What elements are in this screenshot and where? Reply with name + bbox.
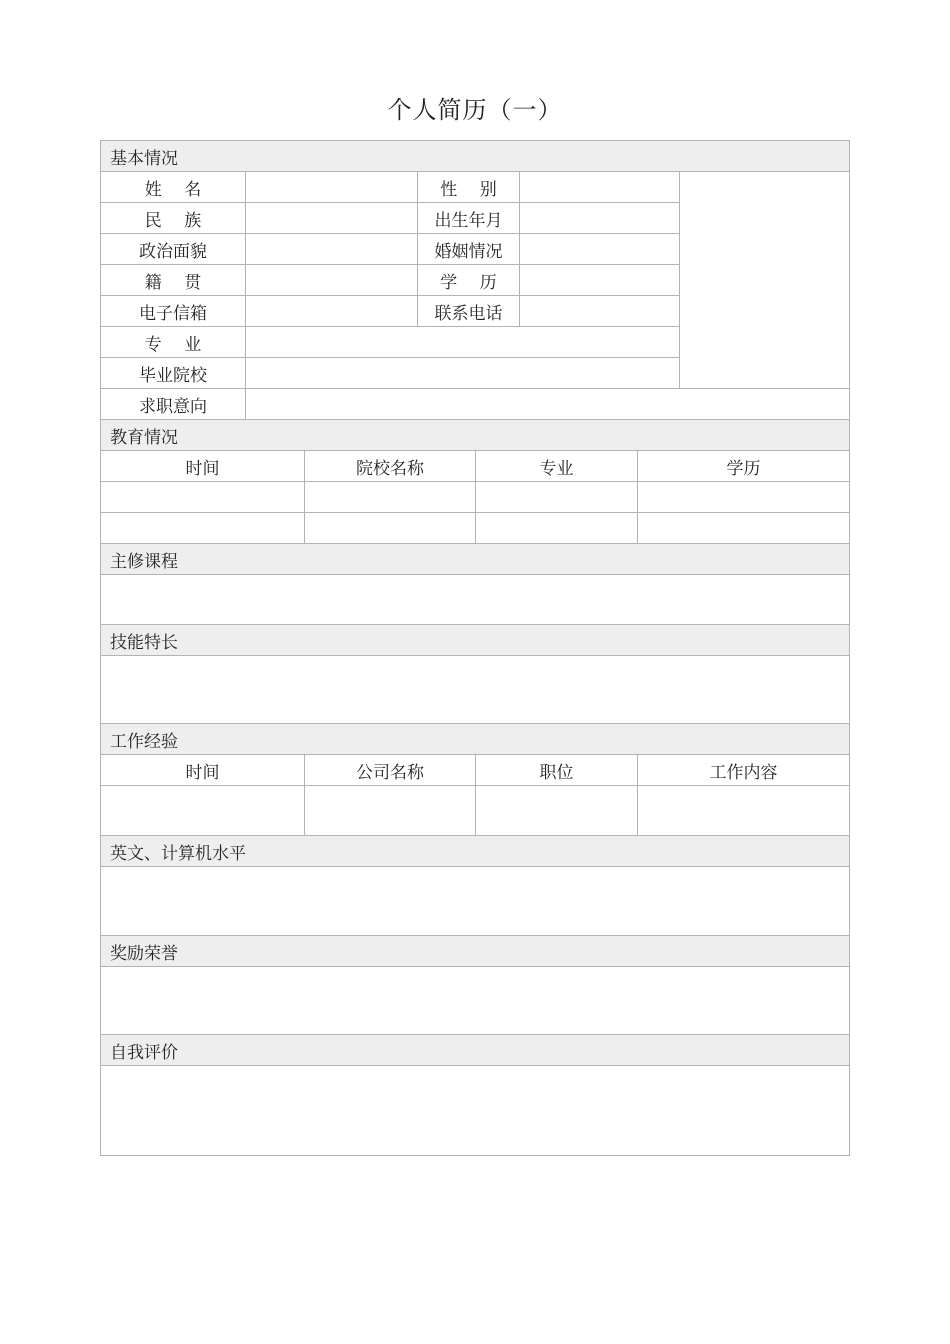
label-degree: 学 历 (418, 265, 520, 296)
section-language-computer: 英文、计算机水平 (101, 836, 850, 867)
label-birth: 出生年月 (418, 203, 520, 234)
edu-col-degree: 学历 (638, 451, 850, 482)
edu-degree-cell[interactable] (638, 513, 850, 544)
page-title: 个人简历（一） (387, 96, 563, 124)
label-job-intention: 求职意向 (101, 389, 246, 420)
label-political: 政治面貌 (101, 234, 246, 265)
school-field[interactable] (246, 358, 680, 389)
work-col-content: 工作内容 (638, 755, 850, 786)
resume-table (100, 140, 850, 1156)
work-col-time: 时间 (101, 755, 305, 786)
section-courses: 主修课程 (101, 544, 850, 575)
label-school: 毕业院校 (101, 358, 246, 389)
edu-degree-cell[interactable] (638, 482, 850, 513)
work-company-cell[interactable] (305, 786, 476, 836)
section-basic: 基本情况 (101, 141, 850, 172)
self-evaluation-field[interactable] (101, 1066, 850, 1156)
section-awards: 奖励荣誉 (101, 936, 850, 967)
label-marital: 婚姻情况 (418, 234, 520, 265)
edu-time-cell[interactable] (101, 513, 305, 544)
edu-col-major: 专业 (476, 451, 638, 482)
label-major: 专 业 (101, 327, 246, 358)
section-work: 工作经验 (101, 724, 850, 755)
edu-school-cell[interactable] (305, 513, 476, 544)
phone-field[interactable] (520, 296, 680, 327)
marital-field[interactable] (520, 234, 680, 265)
native-place-field[interactable] (246, 265, 418, 296)
table-row (101, 482, 850, 513)
edu-time-cell[interactable] (101, 482, 305, 513)
name-field[interactable] (246, 172, 418, 203)
work-position-cell[interactable] (476, 786, 638, 836)
label-native-place: 籍 贯 (101, 265, 246, 296)
section-self-evaluation: 自我评价 (101, 1035, 850, 1066)
degree-field[interactable] (520, 265, 680, 296)
label-phone: 联系电话 (418, 296, 520, 327)
section-education: 教育情况 (101, 420, 850, 451)
edu-major-cell[interactable] (476, 482, 638, 513)
work-time-cell[interactable] (101, 786, 305, 836)
section-skills: 技能特长 (101, 625, 850, 656)
label-ethnicity: 民 族 (101, 203, 246, 234)
language-computer-field[interactable] (101, 867, 850, 936)
photo-box[interactable] (680, 172, 850, 389)
work-col-company: 公司名称 (305, 755, 476, 786)
birth-field[interactable] (520, 203, 680, 234)
work-content-cell[interactable] (638, 786, 850, 836)
label-name: 姓 名 (101, 172, 246, 203)
gender-field[interactable] (520, 172, 680, 203)
work-col-position: 职位 (476, 755, 638, 786)
edu-col-time: 时间 (101, 451, 305, 482)
job-intention-field[interactable] (246, 389, 850, 420)
awards-field[interactable] (101, 967, 850, 1035)
skills-field[interactable] (101, 656, 850, 724)
label-email: 电子信箱 (101, 296, 246, 327)
courses-field[interactable] (101, 575, 850, 625)
email-field[interactable] (246, 296, 418, 327)
major-field[interactable] (246, 327, 680, 358)
table-row (101, 513, 850, 544)
ethnicity-field[interactable] (246, 203, 418, 234)
table-row (101, 786, 850, 836)
edu-col-school: 院校名称 (305, 451, 476, 482)
label-gender: 性 别 (418, 172, 520, 203)
political-field[interactable] (246, 234, 418, 265)
edu-major-cell[interactable] (476, 513, 638, 544)
edu-school-cell[interactable] (305, 482, 476, 513)
